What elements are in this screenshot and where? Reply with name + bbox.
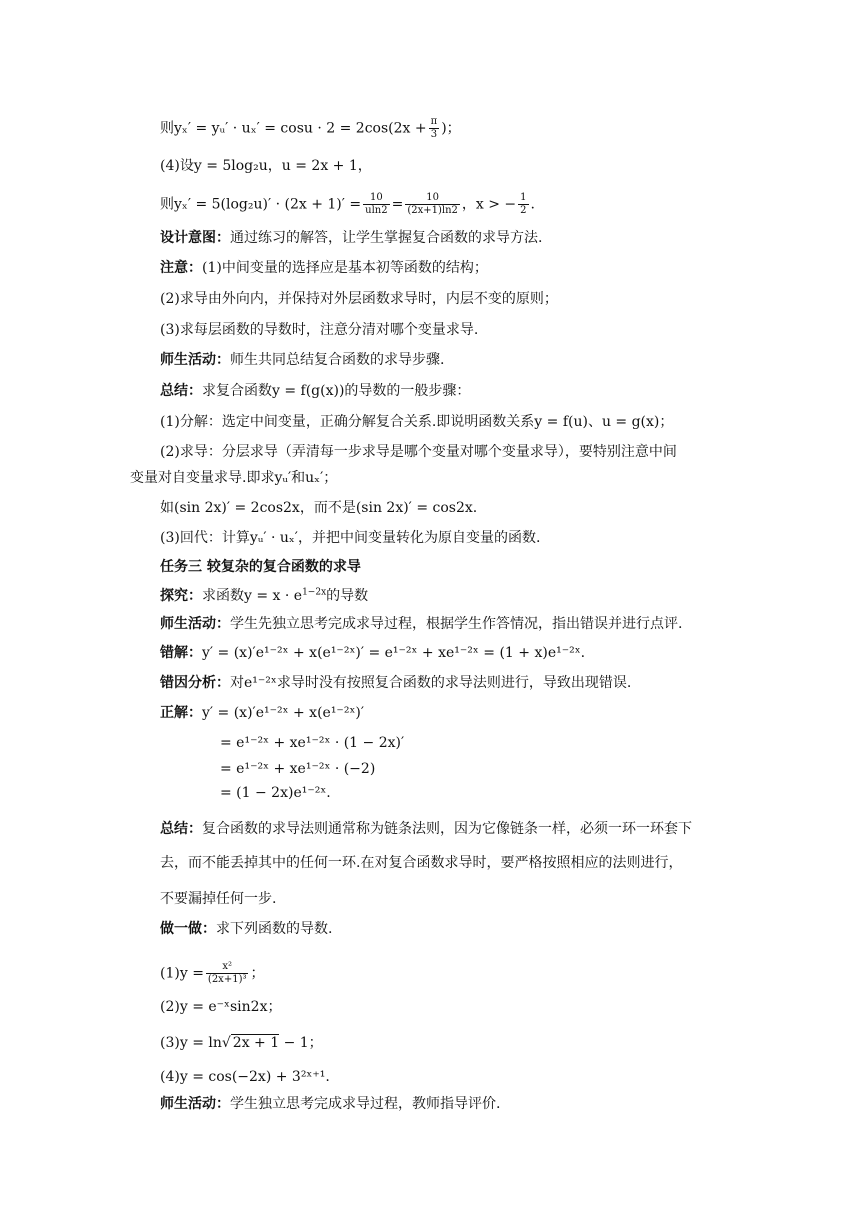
solution-line-4: (4)设y = 5log₂u，u = 2x + 1， — [160, 158, 372, 174]
summary-2-b: 去，而不能丢掉其中的任何一环.在对复合函数求导时，要严格按照相应的法则进行， — [160, 855, 683, 871]
step-2b: 变量对自变量求导.即求yᵤ′和uₓ′； — [130, 470, 338, 486]
note-3: (3)求每层函数的导数时，注意分清对哪个变量求导. — [160, 322, 479, 338]
try-it: 做一做：求下列函数的导数. — [160, 921, 333, 937]
step-2a: (2)求导：分层求导（弄清每一步求导是哪个变量对哪个变量求导），要特别注意中间 — [160, 444, 677, 460]
activity-3: 师生活动：学生独立思考完成求导过程，教师指导评价. — [160, 1096, 501, 1112]
explore: 探究：求函数$y = x \cdot e^{1-2x}$的导数 — [160, 587, 369, 604]
correct-solution: 正解：y′ = (x)′e¹⁻²ˣ + x(e¹⁻²ˣ)′ — [160, 705, 365, 721]
solution-line-3: 则yₓ′ = yᵤ′ · uₓ′ = cosu · 2 = 2cos(2x + $\frac{\pi}{3}$ )； — [160, 116, 461, 140]
note-2: (2)求导由外向内，并保持对外层函数求导时，内层不变的原则； — [160, 291, 558, 307]
solution-line-4-derivative: 则yₓ′ = 5(log₂u)′ · (2x + 1)′ = $\frac{10}{uln2}$ = $\frac{10}{(2x+1)\ln 2}$ ，x > − $\frac{1}{2}$ . — [160, 192, 535, 216]
formula-text: 则yₓ′ = yᵤ′ · uₓ′ = cosu · 2 = 2cos(2x + — [160, 120, 427, 137]
correct-step-2: = e¹⁻²ˣ + xe¹⁻²ˣ · (1 − 2x)′ — [220, 735, 405, 751]
summary-2-a: 总结：复合函数的求导法则通常称为链条法则，因为它像链条一样，必须一环一环套下 — [160, 821, 692, 837]
error-analysis: 错因分析：对e¹⁻²ˣ求导时没有按照复合函数的求导法则进行，导致出现错误. — [160, 675, 632, 691]
problem-2: (2)y = e⁻ˣsin2x； — [160, 999, 282, 1015]
wrong-solution: 错解：y′ = (x)′e¹⁻²ˣ + x(e¹⁻²ˣ)′ = e¹⁻²ˣ + xe¹⁻²ˣ = (1 + x)e¹⁻²ˣ. — [160, 645, 586, 661]
note-1: 注意：(1)中间变量的选择应是基本初等函数的结构； — [160, 260, 488, 276]
task-3-heading: 任务三 较复杂的复合函数的求导 — [160, 559, 361, 575]
step-3: (3)回代：计算yᵤ′ · uₓ′，并把中间变量转化为原自变量的函数. — [160, 530, 541, 546]
correct-step-4: = (1 − 2x)e¹⁻²ˣ. — [220, 785, 331, 801]
example-line: 如(sin 2x)′ = 2cos2x，而不是(sin 2x)′ = cos2x. — [160, 500, 478, 516]
activity-2: 师生活动：学生先独立思考完成求导过程，根据学生作答情况，指出错误并进行点评. — [160, 616, 683, 632]
step-1: (1)分解：选定中间变量，正确分解复合关系.即说明函数关系y = f(u)、u = g(x)； — [160, 414, 674, 430]
summary-1: 总结：求复合函数y = f(g(x))的导数的一般步骤： — [160, 383, 471, 399]
correct-step-3: = e¹⁻²ˣ + xe¹⁻²ˣ · (−2) — [220, 761, 376, 777]
problem-3: (3)y = ln√ 2x + 1 − 1； — [160, 1035, 323, 1051]
activity-1: 师生活动：师生共同总结复合函数的求导步骤. — [160, 352, 445, 368]
fraction: $\frac{\pi}{3}$ — [430, 116, 438, 140]
summary-2-c: 不要漏掉任何一步. — [160, 891, 277, 907]
design-intent: 设计意图：通过练习的解答，让学生掌握复合函数的求导方法. — [160, 230, 543, 246]
problem-1: (1)y = $\frac{\text{x²}}{\text{(2x+1)³}}$ ； — [160, 961, 265, 985]
problem-4: (4)y = cos(−2x) + 3²ˣ⁺¹. — [160, 1069, 330, 1085]
